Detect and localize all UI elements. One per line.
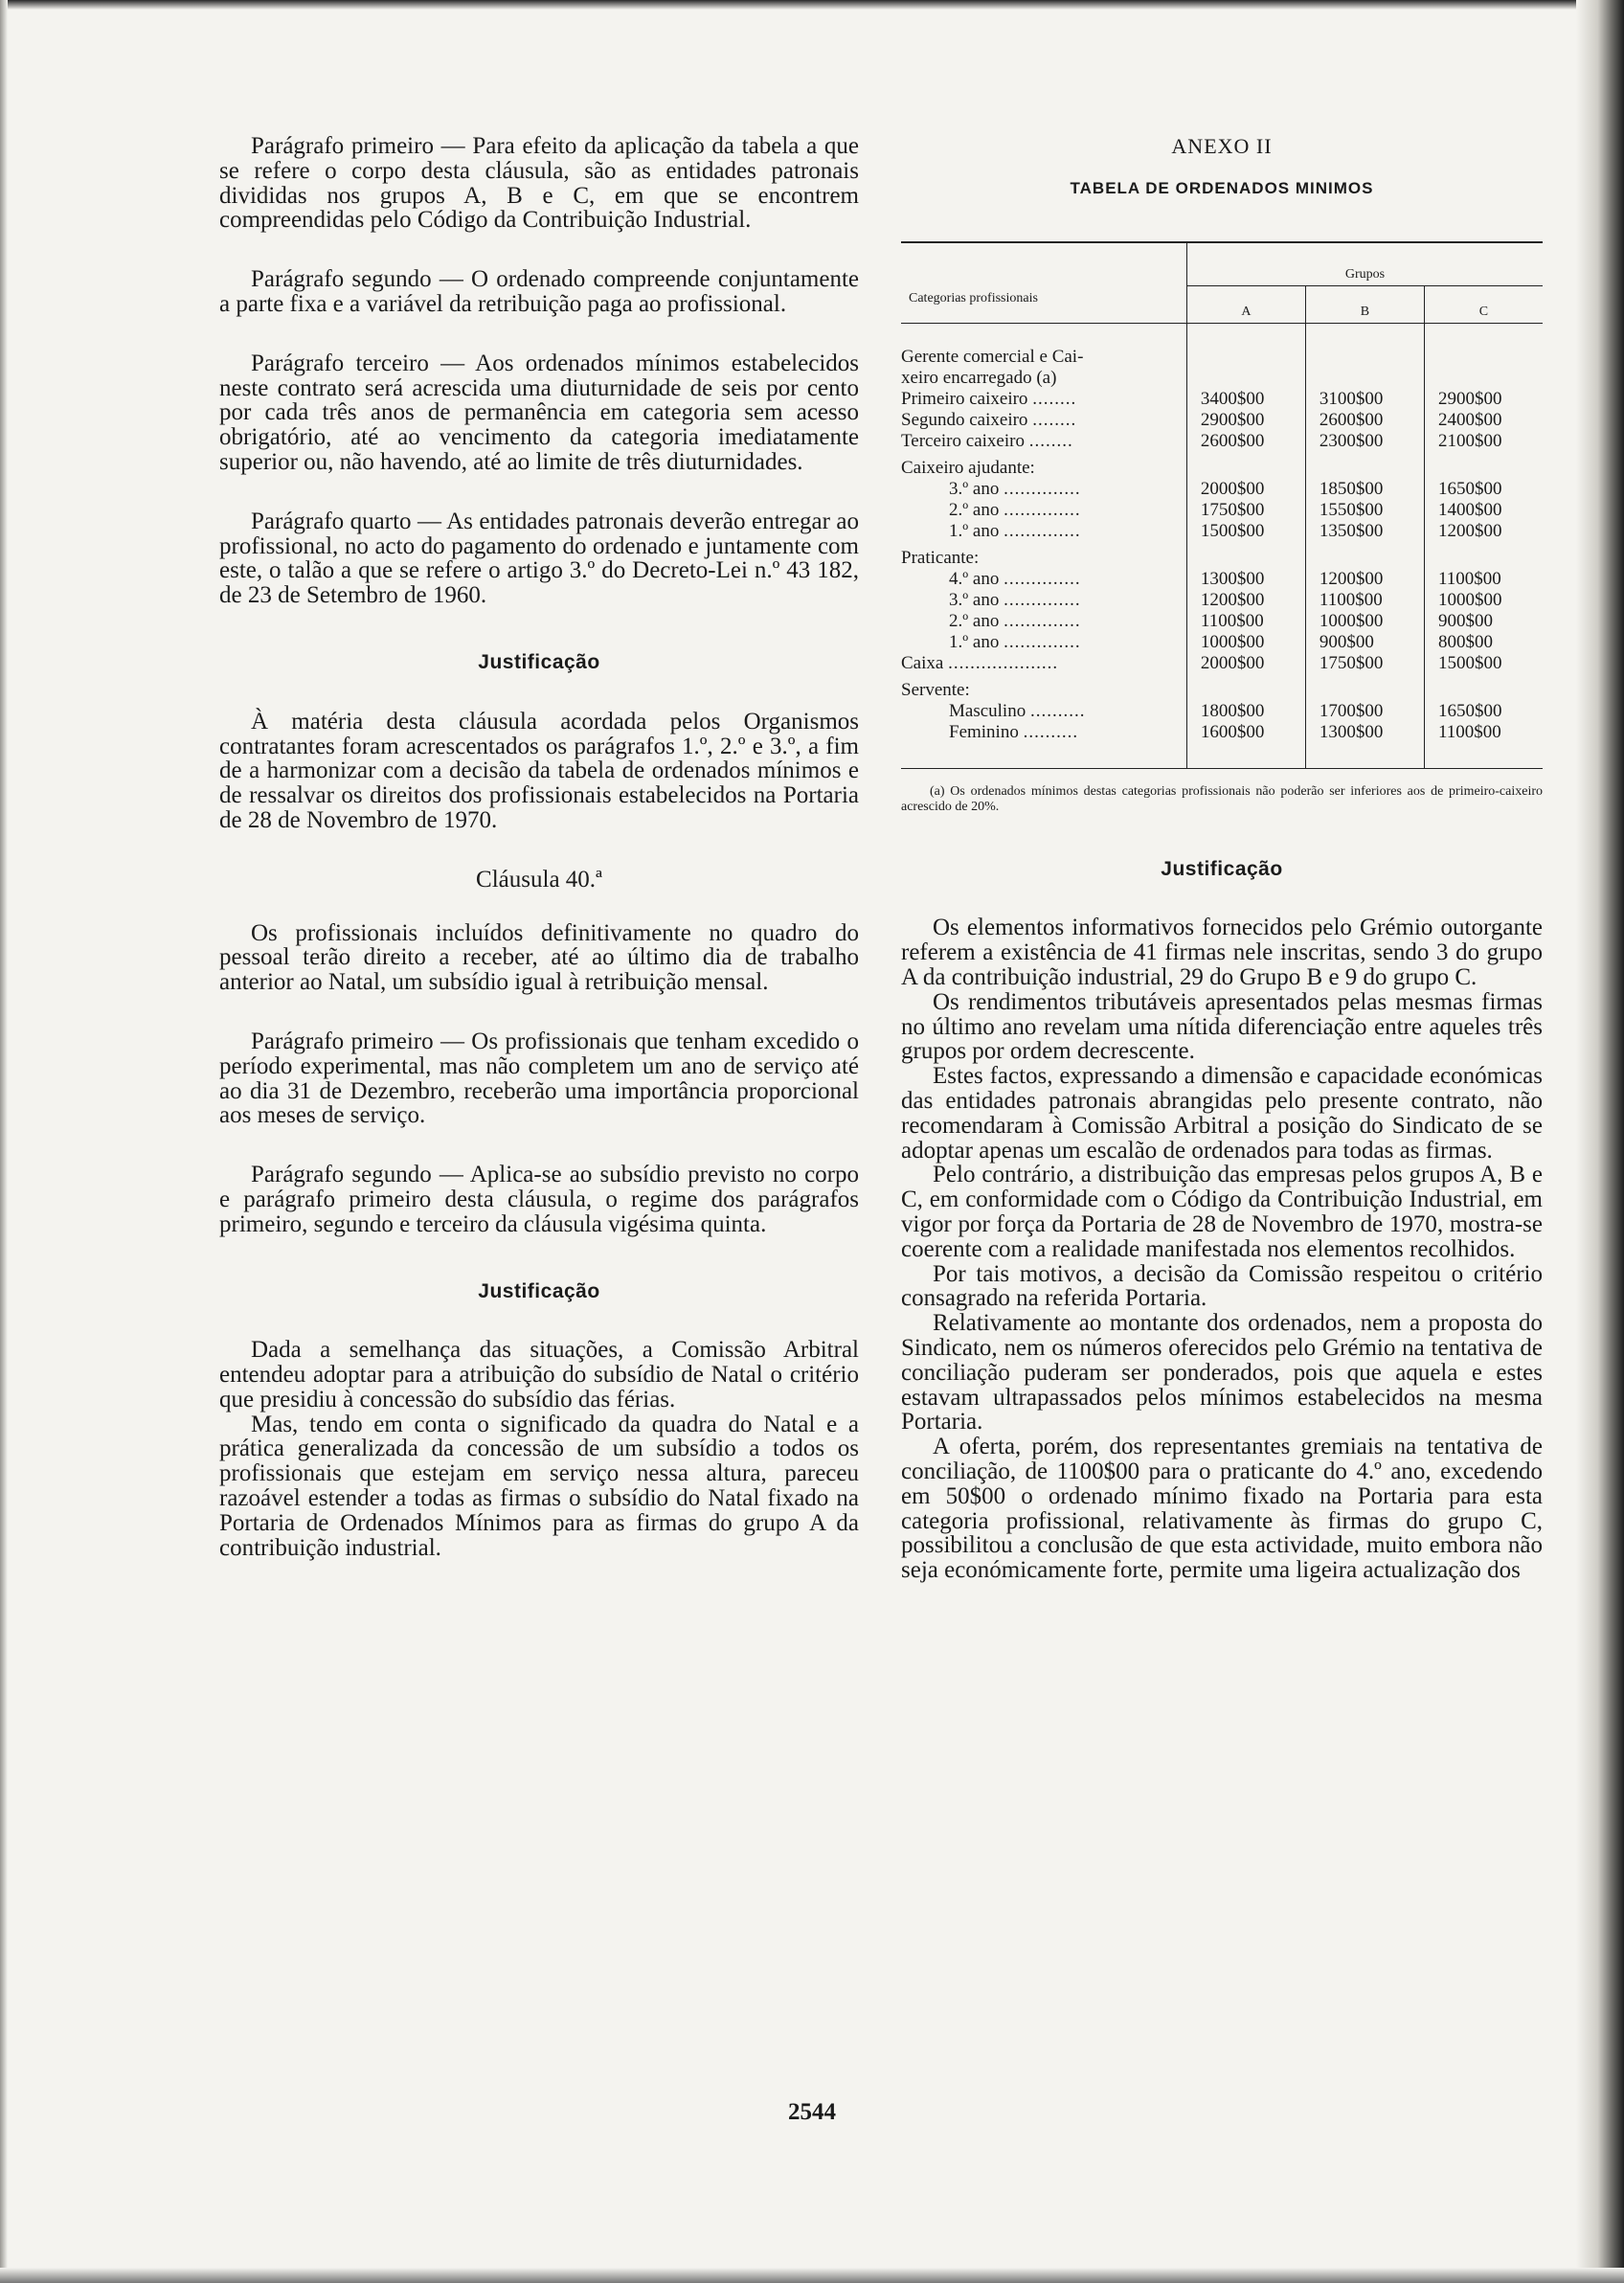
section-label: Praticante: <box>901 547 980 568</box>
value-a: 1000$00 <box>1186 632 1305 653</box>
value-c: 1650$00 <box>1424 479 1543 500</box>
left-column <box>219 134 859 1560</box>
table-row <box>901 347 1543 368</box>
value-c: 1000$00 <box>1424 590 1543 611</box>
paragraph: Mas, tendo em conta o significado da quadra do Natal e a prática generalizada da concessão de um subsídio a todos os profissionais que estejam em serviço nessa altura, pareceu razoável estender a todas as firmas o subsídio do Natal fixado na Portaria de Ordenados Mínimos para as firmas do grupo A da contribuição industrial. <box>219 1411 859 1561</box>
paragraph: A oferta, porém, dos representantes gremiais na tentativa de conciliação, de 1100$00 para o praticante do 4.º ano, excedendo em 50$00 o ordenado mínimo fixado na Portaria para esta categoria profissional, relativamente às firmas do grupo C, possibilitou a conclusão de que esta actividade, muito embora não seja económicamente forte, permite uma ligeira actualização dos <box>901 1434 1543 1584</box>
salary-table <box>901 241 1543 769</box>
value-a: 2900$00 <box>1186 410 1305 431</box>
value-b: 900$00 <box>1305 632 1424 653</box>
value-c: 1400$00 <box>1424 500 1543 521</box>
paragraph: Os profissionais incluídos definitivamente no quadro do pessoal terão direito a receber, até ao último dia de trabalho anterior ao Natal, um subsídio igual à retribuição mensal. <box>219 919 859 996</box>
value-c: 800$00 <box>1424 632 1543 653</box>
table-row: 3.º ano .............. 2000$00 1850$00 1650$00 <box>901 479 1543 500</box>
value-b: 1750$00 <box>1305 653 1424 674</box>
column-header-group-b: B <box>1305 285 1424 323</box>
value-c: 1200$00 <box>1424 521 1543 542</box>
paragraph: Parágrafo primeiro — Para efeito da aplicação da tabela a que se refere o corpo desta cláusula, são as entidades patronais divididas nos grupos A, B e C, em que se encontrem compreendidas pelo Código da Contribuição Industrial. <box>219 133 859 234</box>
row-label: Caixa <box>901 652 944 673</box>
value-c: 1100$00 <box>1424 569 1543 590</box>
column-header-group-a: A <box>1186 285 1305 323</box>
table-section-row <box>901 452 1543 479</box>
section-label: Servente: <box>901 679 970 700</box>
table-row: Caixa .................... 2000$00 1750$00 1500$00 <box>901 653 1543 674</box>
row-label: 3.º ano <box>949 478 1000 499</box>
paragraph: À matéria desta cláusula acordada pelos Organismos contratantes foram acrescentados os parágrafos 1.º, 2.º e 3.º, a fim de a harmonizar com a decisão da tabela de ordenados mínimos e de ressalvar os direitos dos profissionais estabelecidos na Portaria de 28 de Novembro de 1970. <box>219 708 859 833</box>
paragraph: Parágrafo segundo — O ordenado compreende conjuntamente a parte fixa e a variável da retribuição paga ao profissional. <box>219 266 859 317</box>
paragraph: Os elementos informativos fornecidos pelo Grémio outorgante referem a existência de 41 firmas nele inscritas, sendo 3 do grupo A da contribuição industrial, 29 do Grupo B e 9 do grupo C. <box>901 915 1543 990</box>
row-label: 1.º ano <box>949 631 1000 652</box>
value-a: 2000$00 <box>1186 479 1305 500</box>
paragraph: Parágrafo quarto — As entidades patronais deverão entregar ao profissional, no acto do pagamento do ordenado e juntamente com este, o talão a que se refere o artigo 3.º do Decreto-Lei n.º 43 182, de 23 de Setembro de 1960. <box>219 508 859 609</box>
row-label: xeiro encarregado (a) <box>901 367 1057 388</box>
value-a: 1200$00 <box>1186 590 1305 611</box>
value-c: 1650$00 <box>1424 701 1543 722</box>
value-b: 1100$00 <box>1305 590 1424 611</box>
paragraph: Por tais motivos, a decisão da Comissão respeitou o critério consagrado na referida Portaria. <box>901 1260 1543 1312</box>
section-label: Caixeiro ajudante: <box>901 457 1035 478</box>
table-row: Segundo caixeiro ........ 2900$00 2600$00 2400$00 <box>901 410 1543 431</box>
value-b: 2300$00 <box>1305 431 1424 452</box>
value-b: 3100$00 <box>1305 389 1424 410</box>
scan-edge-right <box>1576 0 1624 2283</box>
row-label: Masculino <box>949 700 1026 721</box>
table-row: 2.º ano .............. 1100$00 1000$00 900$00 <box>901 611 1543 632</box>
scan-edge-top <box>0 0 1624 10</box>
scan-edge-bottom <box>0 2268 1624 2283</box>
row-label: 2.º ano <box>949 610 1000 631</box>
table-end <box>901 743 1543 769</box>
value-c: 2400$00 <box>1424 410 1543 431</box>
value-b: 1700$00 <box>1305 701 1424 722</box>
value-b: 1000$00 <box>1305 611 1424 632</box>
table-spacer <box>901 323 1543 347</box>
scan-edge-left <box>0 0 8 2283</box>
table-row: 4.º ano .............. 1300$00 1200$00 1100$00 <box>901 569 1543 590</box>
table-header-row <box>901 242 1543 286</box>
table-row: 3.º ano .............. 1200$00 1100$00 1000$00 <box>901 590 1543 611</box>
table-row: Masculino .......... 1800$00 1700$00 1650$00 <box>901 701 1543 722</box>
value-a: 1750$00 <box>1186 500 1305 521</box>
table-row: Terceiro caixeiro ........ 2600$00 2300$00 2100$00 <box>901 431 1543 452</box>
table-row: 1.º ano .............. 1000$00 900$00 800$00 <box>901 632 1543 653</box>
row-label: Gerente comercial e Cai- <box>901 346 1084 367</box>
value-a: 2600$00 <box>1186 431 1305 452</box>
value-b: 2600$00 <box>1305 410 1424 431</box>
section-heading: Justificação <box>478 650 600 673</box>
table-section-row <box>901 542 1543 569</box>
value-a: 1500$00 <box>1186 521 1305 542</box>
column-header-group-c: C <box>1424 285 1543 323</box>
table-title: TABELA DE ORDENADOS MINIMOS <box>1070 178 1374 197</box>
table-row <box>901 368 1543 389</box>
value-b: 1550$00 <box>1305 500 1424 521</box>
value-c: 2900$00 <box>1424 389 1543 410</box>
page-number: 2544 <box>788 2099 836 2125</box>
value-a: 1100$00 <box>1186 611 1305 632</box>
table-row: Feminino .......... 1600$00 1300$00 1100$00 <box>901 722 1543 743</box>
paragraph: Parágrafo terceiro — Aos ordenados mínimos estabelecidos neste contrato será acrescida uma diuturnidade de seis por cento por cada três anos de permanência em categoria sem acesso obrigatório, até ao vencimento da categoria imediatamente superior ou, não havendo, até ao limite de três diuturnidades. <box>219 350 859 475</box>
paragraph: Estes factos, expressando a dimensão e capacidade económicas das entidades patronais abrangidas pelo presente contrato, não recomendaram à Comissão Arbitral a posição do Sindicato de se adoptar apenas um escalão de ordenados para todas as firmas. <box>901 1063 1543 1164</box>
row-label: 1.º ano <box>949 520 1000 541</box>
column-header-groups: Grupos <box>1186 242 1543 286</box>
value-c: 2100$00 <box>1424 431 1543 452</box>
row-label: Terceiro caixeiro <box>901 430 1025 451</box>
value-c: 1100$00 <box>1424 722 1543 743</box>
table-section-row <box>901 674 1543 701</box>
value-c: 900$00 <box>1424 611 1543 632</box>
paragraph: Relativamente ao montante dos ordenados, nem a proposta do Sindicato, nem os números oferecidos pelo Grémio na tentativa de conciliação puderam ser ponderados, pois que aquela e estes estavam ultrapassados pelos mínimos estabelecidos na mesma Portaria. <box>901 1310 1543 1435</box>
value-a: 2000$00 <box>1186 653 1305 674</box>
paragraph: Parágrafo segundo — Aplica-se ao subsídio previsto no corpo e parágrafo primeiro desta cláusula, o regime dos parágrafos primeiro, segundo e terceiro da cláusula vigésima quinta. <box>219 1162 859 1237</box>
value-a: 1600$00 <box>1186 722 1305 743</box>
row-label: Primeiro caixeiro <box>901 388 1028 409</box>
value-a: 1300$00 <box>1186 569 1305 590</box>
value-c: 1500$00 <box>1424 653 1543 674</box>
paragraph: Dada a semelhança das situações, a Comissão Arbitral entendeu adoptar para a atribuição do subsídio de Natal o critério que presidiu à concessão do subsídio das férias. <box>219 1337 859 1413</box>
value-a: 1800$00 <box>1186 701 1305 722</box>
paragraph: Parágrafo primeiro — Os profissionais que tenham excedido o período experimental, mas não completem um ano de serviço até ao dia 31 de Dezembro, receberão uma importância proporcional aos meses de serviço. <box>219 1028 859 1129</box>
table-footnote: (a) Os ordenados mínimos destas categorias profissionais não poderão ser inferiores aos de primeiro-caixeiro acrescido de 20%. <box>901 783 1543 814</box>
clause-title: Cláusula 40.ª <box>476 866 602 893</box>
row-label: 3.º ano <box>949 589 1000 610</box>
value-b: 1200$00 <box>1305 569 1424 590</box>
table-row: 1.º ano .............. 1500$00 1350$00 1200$00 <box>901 521 1543 542</box>
paragraph: Pelo contrário, a distribuição das empresas pelos grupos A, B e C, em conformidade com o Código da Contribuição Industrial, em vigor por força da Portaria de 28 de Novembro de 1970, mostra-se coerente com a realidade manifestada nos elementos recolhidos. <box>901 1162 1543 1262</box>
justification-text <box>901 915 1543 1583</box>
row-label: Feminino <box>949 721 1019 742</box>
value-b: 1350$00 <box>1305 521 1424 542</box>
column-header-category: Categorias profissionais <box>901 242 1186 324</box>
right-column <box>901 134 1543 1583</box>
value-b: 1850$00 <box>1305 479 1424 500</box>
table-row: Primeiro caixeiro ........ 3400$00 3100$00 2900$00 <box>901 389 1543 410</box>
row-label: 2.º ano <box>949 499 1000 520</box>
value-b: 1300$00 <box>1305 722 1424 743</box>
section-heading: Justificação <box>1161 857 1283 880</box>
row-label: 4.º ano <box>949 568 1000 589</box>
value-a: 3400$00 <box>1186 389 1305 410</box>
table-row: 2.º ano .............. 1750$00 1550$00 1400$00 <box>901 500 1543 521</box>
paragraph: Os rendimentos tributáveis apresentados pelas mesmas firmas no último ano revelam uma nítida diferenciação entre aqueles três grupos por ordem decrescente. <box>901 988 1543 1065</box>
annex-title: ANEXO II <box>1171 134 1273 158</box>
section-heading: Justificação <box>478 1279 600 1302</box>
row-label: Segundo caixeiro <box>901 409 1028 430</box>
